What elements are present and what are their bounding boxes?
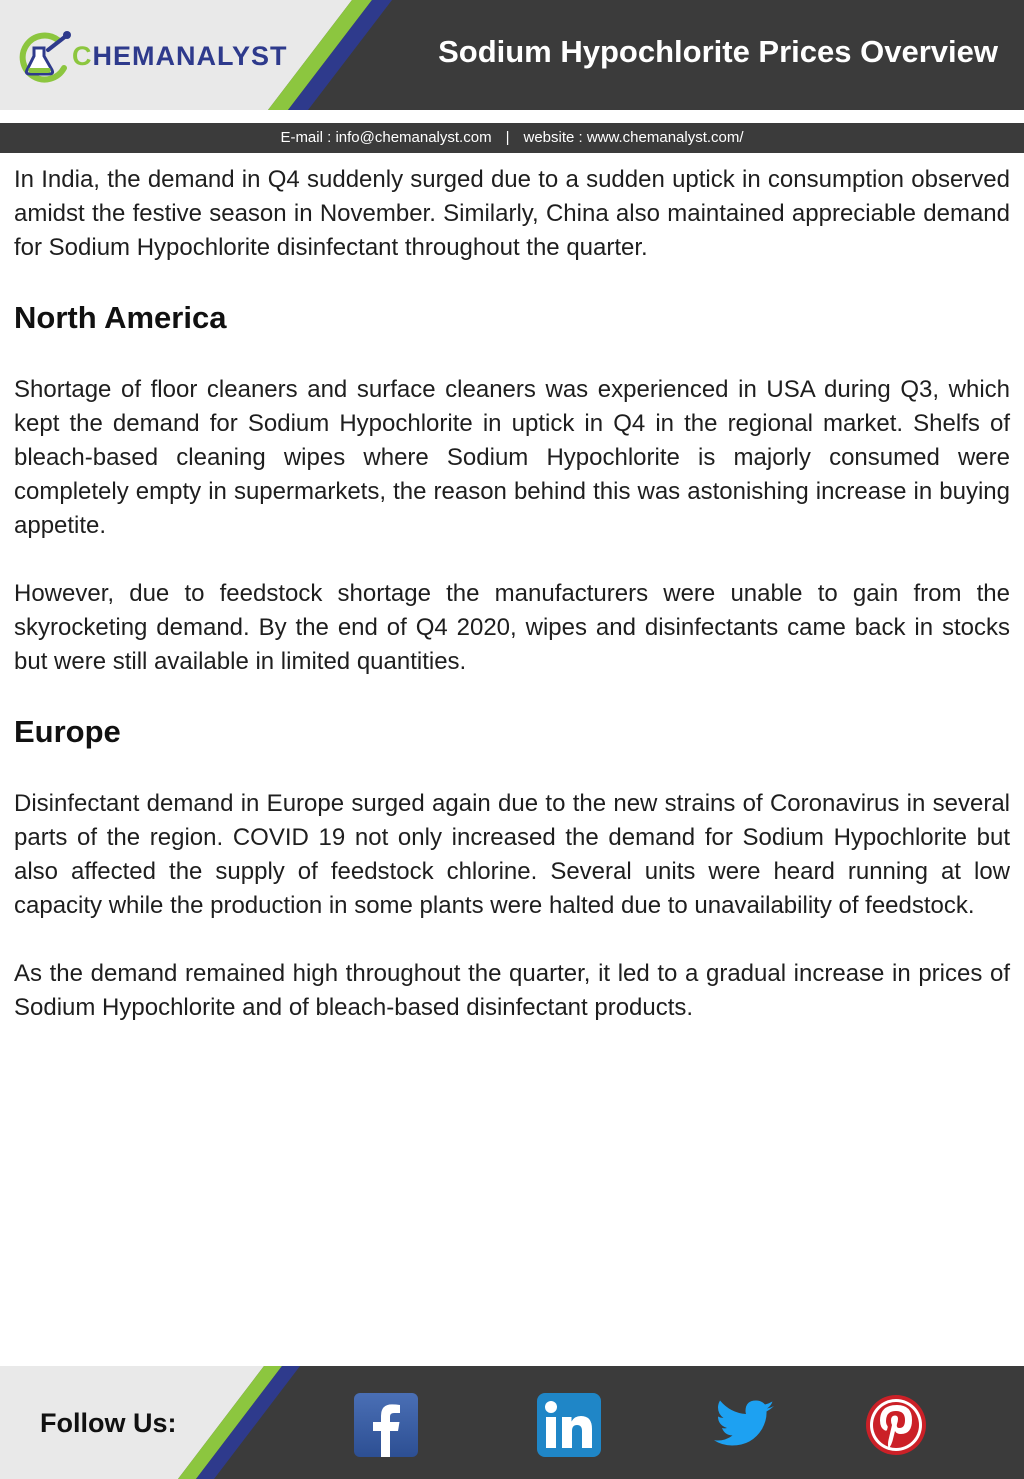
page-header [0,0,1024,110]
page-title: Sodium Hypochlorite Prices Overview [438,34,998,69]
europe-paragraph-1: Disinfectant demand in Europe surged again due to the new strains of Coronavirus in several parts of the region. COVID 19 not only increased the demand for Sodium Hypochlorite but also affected the supply of feedstock chlorine. Several units were heard running at low capacity while the production in some plants were halted due to unavailability of feedstock. [14,790,1010,919]
logo-wordmark [72,41,288,72]
europe-paragraph-2: As the demand remained high throughout the quarter, it led to a gradual increase in prices of Sodium Hypochlorite and of bleach-based disinfectant products. [14,960,1010,1021]
north-america-paragraph-1: Shortage of floor cleaners and surface cleaners was experienced in USA during Q3, which kept the demand for Sodium Hypochlorite in uptick in Q4 in the regional market. Shelfs of bleach-based cleaning wipes where Sodium Hypochlorite is majorly consumed were completely empty in supermarkets, the reason behind this was astonishing increase in buying appetite. [14,376,1010,539]
article-body [14,163,1010,1025]
logo-letter-c: C [72,40,93,71]
email-link[interactable]: E-mail : info@chemanalyst.com [280,129,492,146]
intro-paragraph: In India, the demand in Q4 suddenly surged due to a sudden uptick in consumption observed amidst the festive season in November. Similarly, China also maintained appreciable demand for Sodium Hypochlorite disinfectant throughout the quarter. [14,166,1010,261]
pinterest-icon[interactable] [864,1393,928,1457]
flask-logo-icon [14,28,76,84]
contact-bar [0,123,1024,153]
chemanalyst-logo[interactable] [14,28,288,84]
heading-europe: Europe [14,714,121,749]
facebook-icon[interactable] [354,1393,418,1457]
contact-separator: | [505,129,510,146]
follow-us-label: Follow Us: [40,1408,177,1438]
heading-north-america: North America [14,300,227,335]
twitter-icon[interactable] [712,1393,776,1457]
north-america-paragraph-2: However, due to feedstock shortage the manufacturers were unable to gain from the skyrocketing demand. By the end of Q4 2020, wipes and disinfectants came back in stocks but were still available in limited quantities. [14,580,1010,675]
linkedin-icon[interactable] [537,1393,601,1457]
page-footer [0,1366,1024,1479]
website-link[interactable]: website : www.chemanalyst.com/ [523,129,744,146]
logo-text-chem: HEM [92,40,156,71]
logo-text-analyst: ANALYST [155,40,288,71]
